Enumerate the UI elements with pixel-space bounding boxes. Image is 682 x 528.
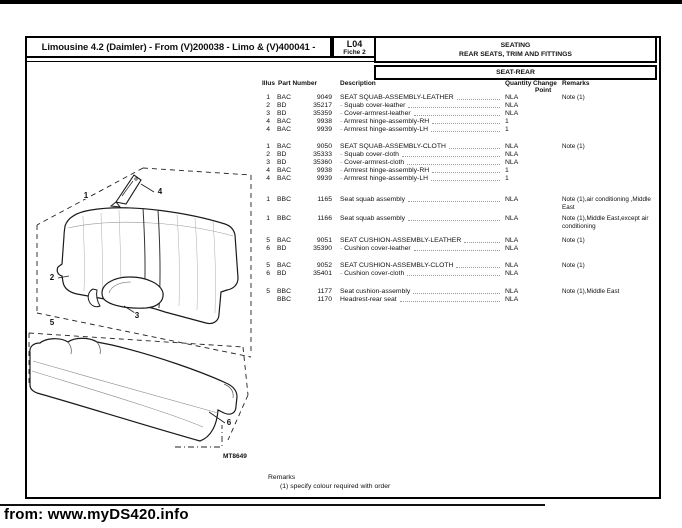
part-number-cell: 35401 (313, 270, 332, 277)
part-number-cell: 9049 (316, 94, 332, 101)
remarks-cell: Note (1) (562, 143, 585, 150)
description-cell (340, 196, 503, 204)
catalog-title-box (25, 36, 332, 58)
callout-3: 3 (134, 311, 140, 320)
dotted-leader (400, 300, 500, 302)
dotted-leader (407, 274, 500, 276)
hinge-bracket-drawing (111, 175, 141, 207)
section-box (374, 36, 657, 63)
description-cell (340, 102, 503, 110)
quantity-cell: NLA (505, 102, 519, 109)
description-cell (340, 167, 503, 175)
part-prefix-cell: BBC (277, 296, 291, 303)
page-frame (25, 36, 661, 499)
dotted-leader (464, 241, 500, 243)
quantity-cell: NLA (505, 215, 519, 222)
part-number-cell: 9939 (316, 175, 332, 182)
part-prefix-cell: BD (277, 270, 287, 277)
description-cell (340, 94, 503, 102)
part-number-cell: 9050 (316, 143, 332, 150)
fiche-code: L04 (346, 39, 363, 49)
description-cell (340, 245, 503, 253)
section-title: SEATING (500, 42, 531, 49)
description-cell (340, 237, 503, 245)
remarks-section-label: Remarks (268, 474, 296, 481)
illus-cell: 3 (266, 110, 270, 117)
fiche-subcode: Fiche 2 (343, 49, 366, 56)
part-number-cell: 35333 (313, 151, 332, 158)
description-cell (340, 143, 503, 151)
part-number-cell: 9938 (316, 118, 332, 125)
part-prefix-cell: BBC (277, 215, 291, 222)
illus-cell: 6 (266, 270, 270, 277)
quantity-cell: NLA (505, 159, 519, 166)
part-prefix-cell: BD (277, 102, 287, 109)
part-number-cell: 35359 (313, 110, 332, 117)
part-prefix-cell: BD (277, 151, 287, 158)
remarks-cell: Note (1) (562, 237, 585, 244)
column-header-point: Point (535, 87, 552, 94)
description-cell (340, 151, 503, 159)
illus-cell: 4 (266, 126, 270, 133)
part-prefix-cell: BD (277, 110, 287, 117)
column-header-quantity: Quantity (505, 80, 532, 87)
column-header-part-number: Part Number (278, 80, 318, 87)
illus-cell: 1 (266, 94, 270, 101)
description-text: Seat cushion-assembly (340, 288, 411, 295)
quantity-cell: NLA (505, 196, 519, 203)
part-prefix-cell: BAC (277, 126, 291, 133)
description-text: · Armrest hinge-assembly-RH (340, 167, 430, 174)
quantity-cell: NLA (505, 151, 519, 158)
description-text: SEAT CUSHION-ASSEMBLY-LEATHER (340, 237, 462, 244)
part-prefix-cell: BD (277, 245, 287, 252)
callout-2: 2 (49, 273, 55, 282)
quantity-cell: NLA (505, 143, 519, 150)
description-cell (340, 288, 503, 296)
description-text: · Squab cover-leather (340, 102, 406, 109)
quantity-cell: NLA (505, 296, 519, 303)
part-number-cell: 35217 (313, 102, 332, 109)
description-text: · Cushion cover-leather (340, 245, 411, 252)
part-number-cell: 9051 (316, 237, 332, 244)
part-number-cell: 9938 (316, 167, 332, 174)
dotted-leader (414, 249, 500, 251)
description-cell (340, 262, 503, 270)
description-cell (340, 126, 503, 134)
part-number-cell: 9939 (316, 126, 332, 133)
callout-1: 1 (83, 191, 89, 200)
part-prefix-cell: BAC (277, 118, 291, 125)
description-cell (340, 175, 503, 183)
quantity-cell: NLA (505, 245, 519, 252)
illus-cell: 5 (266, 262, 270, 269)
quantity-cell: 1 (505, 167, 509, 174)
description-text: Seat squab assembly (340, 215, 405, 222)
illus-cell: 1 (266, 143, 270, 150)
dotted-leader (432, 171, 500, 173)
remarks-note: (1) specify colour required with order (280, 483, 391, 490)
description-text: · Armrest hinge-assembly-LH (340, 175, 429, 182)
source-credit: from: www.myDS420.info (4, 506, 189, 523)
description-text: · Cover-armrest-leather (340, 110, 411, 117)
rear-seat-diagram (25, 95, 275, 470)
dotted-leader (457, 98, 500, 100)
quantity-cell: NLA (505, 94, 519, 101)
description-cell (340, 159, 503, 167)
quantity-cell: 1 (505, 175, 509, 182)
column-header-remarks: Remarks (562, 80, 590, 87)
quantity-cell: NLA (505, 237, 519, 244)
quantity-cell: NLA (505, 288, 519, 295)
dotted-leader (449, 147, 500, 149)
illus-cell: 3 (266, 159, 270, 166)
part-number-cell: 1166 (317, 215, 332, 222)
dotted-leader (408, 200, 500, 202)
part-prefix-cell: BD (277, 159, 287, 166)
part-prefix-cell: BAC (277, 94, 291, 101)
illus-cell: 2 (266, 151, 270, 158)
part-number-cell: 1165 (317, 196, 332, 203)
part-prefix-cell: BBC (277, 196, 291, 203)
description-cell (340, 110, 503, 118)
title-underline (25, 61, 375, 62)
dotted-leader (408, 219, 500, 221)
part-number-cell: 9052 (316, 262, 332, 269)
quantity-cell: NLA (505, 110, 519, 117)
description-text: · Cushion cover-cloth (340, 270, 405, 277)
description-text: · Armrest hinge-assembly-RH (340, 118, 430, 125)
dotted-leader (431, 130, 500, 132)
callout-4: 4 (157, 187, 163, 196)
description-text: SEAT SQUAB-ASSEMBLY-LEATHER (340, 94, 454, 101)
illus-cell: 4 (266, 175, 270, 182)
remarks-cell: Note (1) (562, 262, 585, 269)
fiche-box (332, 36, 377, 58)
illus-cell: 6 (266, 245, 270, 252)
part-prefix-cell: BAC (277, 167, 291, 174)
column-header-description: Description (340, 80, 376, 87)
description-text: SEAT CUSHION-ASSEMBLY-CLOTH (340, 262, 454, 269)
group-title: SEAT-REAR (496, 69, 535, 76)
illus-cell: 1 (266, 196, 270, 203)
diagram-reference-label: MT8649 (223, 453, 247, 460)
description-text: · Cover-armrest-cloth (340, 159, 405, 166)
part-prefix-cell: BAC (277, 175, 291, 182)
part-number-cell: 1170 (317, 296, 332, 303)
scan-top-strip (0, 0, 682, 4)
dotted-leader (408, 106, 500, 108)
part-prefix-cell: BBC (277, 288, 291, 295)
description-cell (340, 118, 503, 126)
dotted-leader (407, 163, 500, 165)
description-cell (340, 215, 503, 223)
description-text: SEAT SQUAB-ASSEMBLY-CLOTH (340, 143, 446, 150)
part-prefix-cell: BAC (277, 262, 291, 269)
description-text: Headrest-rear seat (340, 296, 397, 303)
part-number-cell: 35390 (313, 245, 332, 252)
seat-cushion-drawing (30, 338, 237, 441)
dotted-leader (431, 179, 500, 181)
section-subtitle: REAR SEATS, TRIM AND FITTINGS (459, 51, 572, 58)
column-header-change: Change (533, 80, 557, 87)
description-cell (340, 296, 503, 304)
description-text: · Armrest hinge-assembly-LH (340, 126, 429, 133)
quantity-cell: NLA (505, 270, 519, 277)
illus-cell: 5 (266, 288, 270, 295)
dotted-leader (402, 155, 500, 157)
dotted-leader (414, 114, 500, 116)
quantity-cell: 1 (505, 118, 509, 125)
group-box (374, 65, 657, 80)
remarks-cell: Note (1) (562, 94, 585, 101)
part-number-cell: 1177 (317, 288, 332, 295)
remarks-cell: Note (1),Middle East (562, 288, 620, 295)
column-header-illus: Illus (262, 80, 276, 87)
illus-cell: 4 (266, 167, 270, 174)
dotted-leader (413, 292, 500, 294)
dotted-leader (456, 266, 500, 268)
remarks-cell: Note (1),Middle East,except air conditioning (562, 215, 649, 230)
catalog-title: Limousine 4.2 (Daimler) - From (V)200038 - Limo & (V)400041 - (41, 41, 316, 53)
illus-cell: 2 (266, 102, 270, 109)
part-prefix-cell: BAC (277, 237, 291, 244)
dotted-leader (432, 122, 500, 124)
remarks-cell: Note (1),air conditioning ,Middle East (562, 196, 651, 211)
part-prefix-cell: BAC (277, 143, 291, 150)
illus-cell: 4 (266, 118, 270, 125)
description-cell (340, 270, 503, 278)
callout-5: 5 (49, 318, 55, 327)
description-text: Seat squab assembly (340, 196, 405, 203)
part-number-cell: 35360 (313, 159, 332, 166)
illus-cell: 1 (266, 215, 270, 222)
illus-cell: 5 (266, 237, 270, 244)
callout-6: 6 (226, 418, 232, 427)
quantity-cell: 1 (505, 126, 509, 133)
quantity-cell: NLA (505, 262, 519, 269)
description-text: · Squab cover-cloth (340, 151, 399, 158)
